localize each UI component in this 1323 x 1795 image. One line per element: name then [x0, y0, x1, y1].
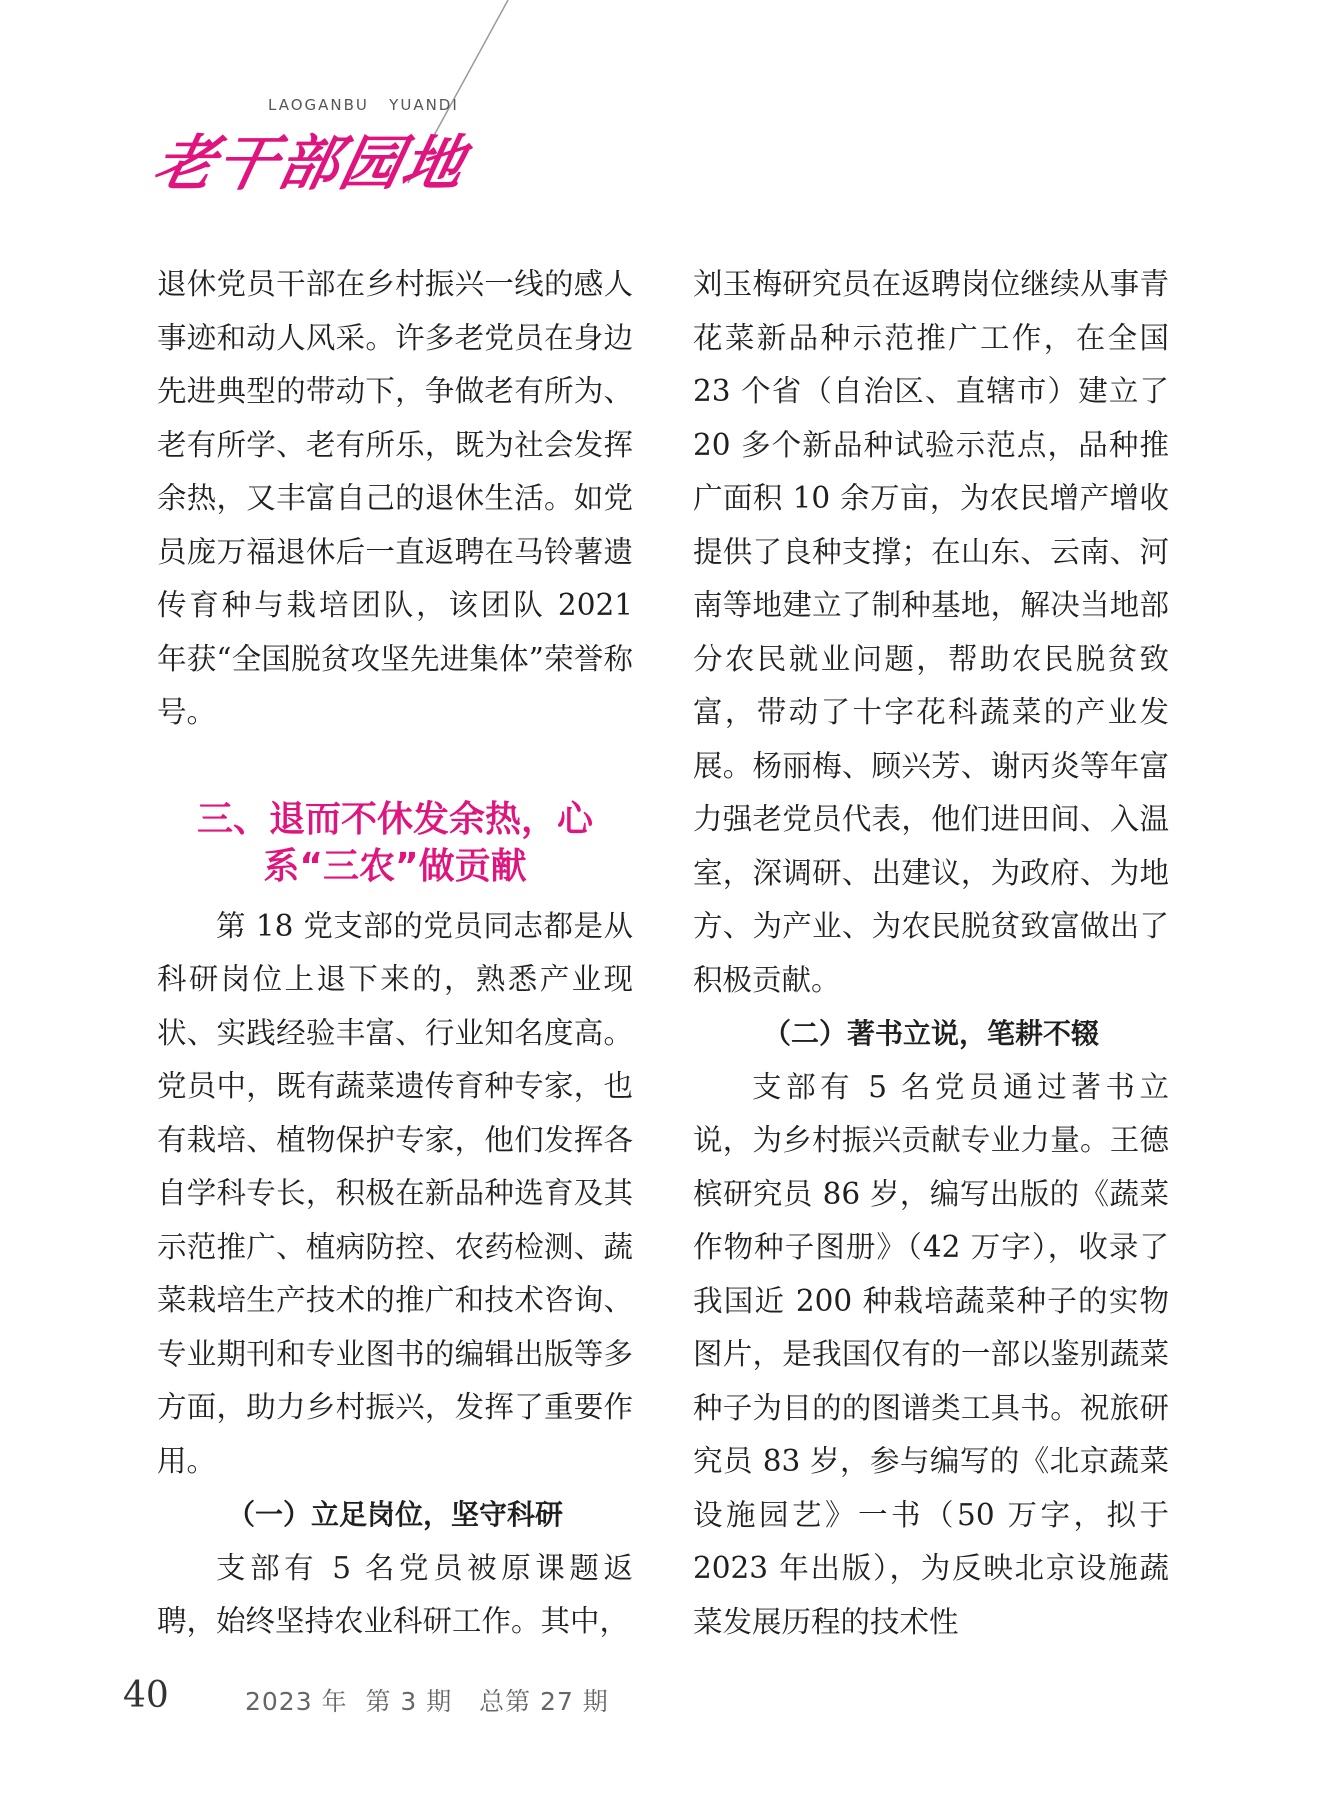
left-column: [157, 258, 633, 1649]
paragraph-intro: 第 18 党支部的党员同志都是从科研岗位上退下来的，熟悉产业现状、实践经验丰富、行业知名度高。党员中，既有蔬菜遗传育种专家，也有栽培、植物保护专家，他们发挥各自学科专长，积极在新品种选育及其示范推广、植病防控、农药检测、蔬菜栽培生产技术的推广和技术咨询、专业期刊和专业图书的编辑出版等多方面，助力乡村振兴，发挥了重要作用。: [157, 908, 633, 1478]
paragraph-sub2: 支部有 5 名党员通过著书立说，为乡村振兴贡献专业力量。王德槟研究员 86 岁，编写出版的《蔬菜作物种子图册》（42 万字），收录了我国近 200 种栽培蔬菜种子的实物图片，是我国仅有的一部以鉴别蔬菜种子为目的的图谱类工具书。祝旅研究员 83 岁，参与编写的《北京蔬菜设施园艺》一书（50 万字，拟于 2023 年出版），为反映北京设施蔬菜发展历程的技术性: [693, 1069, 1169, 1639]
paragraph-continued-left: 退休党员干部在乡村振兴一线的感人事迹和动人风采。许多老党员在身边先进典型的带动下，争做老有所为、老有所学、老有所乐，既为社会发挥余热，又丰富自己的退休生活。如党员庞万福退休后一直返聘在马铃薯遗传育种与栽培团队，该团队 2021 年获“全国脱贫攻坚先进集体”荣誉称号。: [157, 267, 633, 729]
subheading-one: （一）立足岗位，坚守科研: [226, 1498, 563, 1531]
brand-english: LAOGANBU YUANDI: [268, 96, 459, 114]
paragraph-sub1: 支部有 5 名党员被原课题返聘，始终坚持农业科研工作。其中，: [157, 1550, 633, 1638]
page-number: 40: [123, 1675, 169, 1716]
subheading-two: （二）著书立说，笔耕不辍: [762, 1017, 1099, 1050]
right-column: [693, 258, 1169, 1649]
section-heading-line2: 系“三农”做贡献: [263, 845, 527, 887]
section-heading-line1: 三、退而不休发余热，心: [196, 798, 593, 840]
brand-logo-chinese: 老干部园地: [147, 129, 473, 199]
issue-info: 2023 年 第 3 期 总第 27 期: [245, 1687, 609, 1716]
paragraph-continued-right: 刘玉梅研究员在返聘岗位继续从事青花菜新品种示范推广工作，在全国 23 个省（自治区、直辖市）建立了 20 多个新品种试验示范点，品种推广面积 10 余万亩，为农民增产增收提供了良种支撑；在山东、云南、河南等地建立了制种基地，解决当地部分农民就业问题，帮助农民脱贫致富，带动了十字花科蔬菜的产业发展。杨丽梅、顾兴芳、谢丙炎等年富力强老党员代表，他们进田间、入温室，深调研、出建议，为政府、为地方、为产业、为农民脱贫致富做出了积极贡献。: [693, 267, 1169, 997]
